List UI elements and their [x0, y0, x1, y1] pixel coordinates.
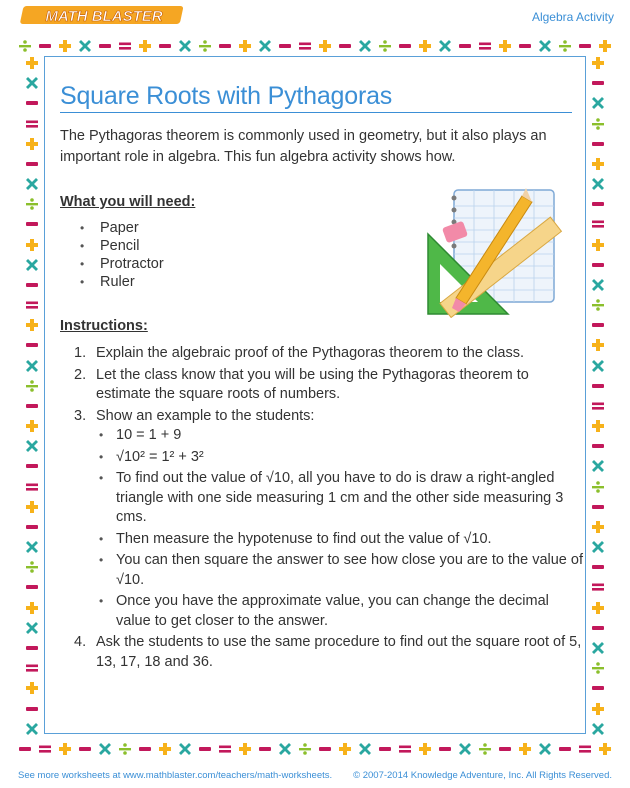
- plus-icon: [591, 238, 605, 252]
- minus-icon: [198, 742, 212, 756]
- list-item: • Protractor: [80, 255, 164, 273]
- instructions-heading: Instructions:: [60, 318, 148, 334]
- times-icon: [25, 439, 39, 453]
- border-top: [18, 38, 612, 54]
- activity-label: Algebra Activity: [531, 10, 614, 24]
- minus-icon: [25, 96, 39, 110]
- plus-icon: [598, 742, 612, 756]
- plus-icon: [58, 742, 72, 756]
- plus-icon: [591, 157, 605, 171]
- plus-icon: [25, 238, 39, 252]
- times-icon: [591, 540, 605, 554]
- equals-icon: [25, 298, 39, 312]
- example-list: [96, 426, 584, 631]
- copyright: © 2007-2014 Knowledge Adventure, Inc. All Rights Reserved.: [353, 770, 612, 781]
- minus-icon: [558, 742, 572, 756]
- times-icon: [25, 722, 39, 736]
- divide-icon: [25, 197, 39, 211]
- minus-icon: [591, 379, 605, 393]
- plus-icon: [238, 742, 252, 756]
- stationery-illustration: [426, 188, 564, 318]
- times-icon: [258, 39, 272, 53]
- equals-icon: [298, 39, 312, 53]
- equals-icon: [118, 39, 132, 53]
- plus-icon: [25, 56, 39, 70]
- plus-icon: [338, 742, 352, 756]
- plus-icon: [591, 520, 605, 534]
- times-icon: [591, 459, 605, 473]
- times-icon: [25, 540, 39, 554]
- minus-icon: [218, 39, 232, 53]
- minus-icon: [591, 439, 605, 453]
- times-icon: [591, 278, 605, 292]
- equals-icon: [591, 580, 605, 594]
- title-divider: [60, 112, 572, 113]
- step-text: Ask the students to use the same procedure to find out the square root of 5, 13, 17, 18 and 36.: [96, 634, 582, 670]
- equals-icon: [591, 217, 605, 231]
- divide-icon: [18, 39, 32, 53]
- times-icon: [25, 359, 39, 373]
- minus-icon: [458, 39, 472, 53]
- divide-icon: [25, 379, 39, 393]
- minus-icon: [25, 157, 39, 171]
- equals-icon: [398, 742, 412, 756]
- plus-icon: [591, 338, 605, 352]
- minus-icon: [18, 742, 32, 756]
- equals-icon: [38, 742, 52, 756]
- divide-icon: [198, 39, 212, 53]
- times-icon: [438, 39, 452, 53]
- divide-icon: [25, 560, 39, 574]
- plus-icon: [138, 39, 152, 53]
- times-icon: [98, 742, 112, 756]
- list-item: • To find out the value of √10, all you have to do is draw a right-angled triangle with one side measuring 1 cm and the other side measuring 3 cms.: [96, 469, 584, 528]
- plus-icon: [591, 601, 605, 615]
- minus-icon: [258, 742, 272, 756]
- divide-icon: [378, 39, 392, 53]
- equals-icon: [218, 742, 232, 756]
- minus-icon: [591, 197, 605, 211]
- needs-heading: What you will need:: [60, 194, 196, 210]
- equals-icon: [25, 661, 39, 675]
- plus-icon: [591, 702, 605, 716]
- divide-icon: [478, 742, 492, 756]
- minus-icon: [338, 39, 352, 53]
- list-item: • √10² = 1² + 3²: [96, 448, 584, 468]
- times-icon: [591, 359, 605, 373]
- step-3: [74, 407, 584, 632]
- minus-icon: [25, 520, 39, 534]
- minus-icon: [78, 742, 92, 756]
- times-icon: [591, 177, 605, 191]
- plus-icon: [598, 39, 612, 53]
- minus-icon: [378, 742, 392, 756]
- times-icon: [538, 742, 552, 756]
- minus-icon: [591, 560, 605, 574]
- divide-icon: [558, 39, 572, 53]
- plus-icon: [238, 39, 252, 53]
- minus-icon: [25, 399, 39, 413]
- minus-icon: [38, 39, 52, 53]
- times-icon: [358, 742, 372, 756]
- times-icon: [358, 39, 372, 53]
- list-item: • You can then square the answer to see how close you are to the value of √10.: [96, 551, 584, 590]
- minus-icon: [25, 580, 39, 594]
- plus-icon: [58, 39, 72, 53]
- step-2: [74, 366, 584, 405]
- step-1: [74, 344, 584, 364]
- plus-icon: [25, 681, 39, 695]
- list-item: • 10 = 1 + 9: [96, 426, 584, 446]
- plus-icon: [158, 742, 172, 756]
- divide-icon: [591, 117, 605, 131]
- minus-icon: [25, 459, 39, 473]
- plus-icon: [591, 56, 605, 70]
- times-icon: [591, 641, 605, 655]
- minus-icon: [518, 39, 532, 53]
- equals-icon: [478, 39, 492, 53]
- divide-icon: [591, 480, 605, 494]
- minus-icon: [25, 641, 39, 655]
- list-item: • Once you have the approximate value, you can change the decimal value to get closer to the answer.: [96, 592, 584, 631]
- border-right: [590, 56, 606, 736]
- step-number: 3.: [74, 407, 87, 424]
- plus-icon: [591, 419, 605, 433]
- equals-icon: [578, 742, 592, 756]
- minus-icon: [438, 742, 452, 756]
- border-left: [24, 56, 40, 736]
- times-icon: [591, 722, 605, 736]
- step-text: Explain the algebraic proof of the Pythagoras theorem to the class.: [96, 345, 524, 361]
- intro-paragraph: The Pythagoras theorem is commonly used in geometry, but it also plays an important role in algebra. This fun algebra activity shows how.: [60, 128, 547, 165]
- list-item: • Then measure the hypotenuse to find out the value of √10.: [96, 530, 584, 550]
- plus-icon: [418, 742, 432, 756]
- times-icon: [538, 39, 552, 53]
- list-item: • Pencil: [80, 237, 164, 255]
- minus-icon: [591, 76, 605, 90]
- minus-icon: [498, 742, 512, 756]
- minus-icon: [591, 681, 605, 695]
- plus-icon: [25, 419, 39, 433]
- list-item: • Paper: [80, 219, 164, 237]
- plus-icon: [418, 39, 432, 53]
- logo-text: MATH BLASTER: [45, 8, 163, 25]
- step-text: Let the class know that you will be using the Pythagoras theorem to estimate the square roots of numbers.: [96, 366, 529, 402]
- footer-link[interactable]: See more worksheets at www.mathblaster.com/teachers/math-worksheets.: [18, 770, 333, 781]
- instruction-steps: [74, 344, 584, 674]
- minus-icon: [398, 39, 412, 53]
- times-icon: [278, 742, 292, 756]
- times-icon: [25, 177, 39, 191]
- times-icon: [25, 76, 39, 90]
- equals-icon: [25, 480, 39, 494]
- times-icon: [78, 39, 92, 53]
- minus-icon: [25, 338, 39, 352]
- times-icon: [25, 258, 39, 272]
- times-icon: [591, 96, 605, 110]
- minus-icon: [591, 621, 605, 635]
- step-number: 4.: [74, 634, 87, 650]
- minus-icon: [318, 742, 332, 756]
- divide-icon: [298, 742, 312, 756]
- minus-icon: [25, 702, 39, 716]
- step-number: 1.: [74, 345, 87, 361]
- border-bottom: [18, 741, 612, 757]
- equals-icon: [591, 399, 605, 413]
- plus-icon: [318, 39, 332, 53]
- minus-icon: [25, 278, 39, 292]
- times-icon: [178, 742, 192, 756]
- plus-icon: [518, 742, 532, 756]
- plus-icon: [25, 601, 39, 615]
- minus-icon: [591, 258, 605, 272]
- minus-icon: [591, 137, 605, 151]
- list-item: • Ruler: [80, 273, 164, 291]
- minus-icon: [138, 742, 152, 756]
- plus-icon: [25, 318, 39, 332]
- minus-icon: [278, 39, 292, 53]
- minus-icon: [158, 39, 172, 53]
- times-icon: [25, 621, 39, 635]
- step-number: 2.: [74, 366, 87, 383]
- math-blaster-logo: [18, 4, 186, 26]
- plus-icon: [498, 39, 512, 53]
- step-4: [74, 633, 584, 672]
- step-text: Show an example to the students:: [96, 407, 315, 424]
- equals-icon: [25, 117, 39, 131]
- divide-icon: [118, 742, 132, 756]
- minus-icon: [578, 39, 592, 53]
- minus-icon: [591, 318, 605, 332]
- times-icon: [178, 39, 192, 53]
- needs-list: [80, 219, 164, 291]
- plus-icon: [25, 500, 39, 514]
- minus-icon: [98, 39, 112, 53]
- minus-icon: [591, 500, 605, 514]
- minus-icon: [25, 217, 39, 231]
- times-icon: [458, 742, 472, 756]
- divide-icon: [591, 661, 605, 675]
- plus-icon: [25, 137, 39, 151]
- divide-icon: [591, 298, 605, 312]
- page-title: Square Roots with Pythagoras: [60, 82, 393, 110]
